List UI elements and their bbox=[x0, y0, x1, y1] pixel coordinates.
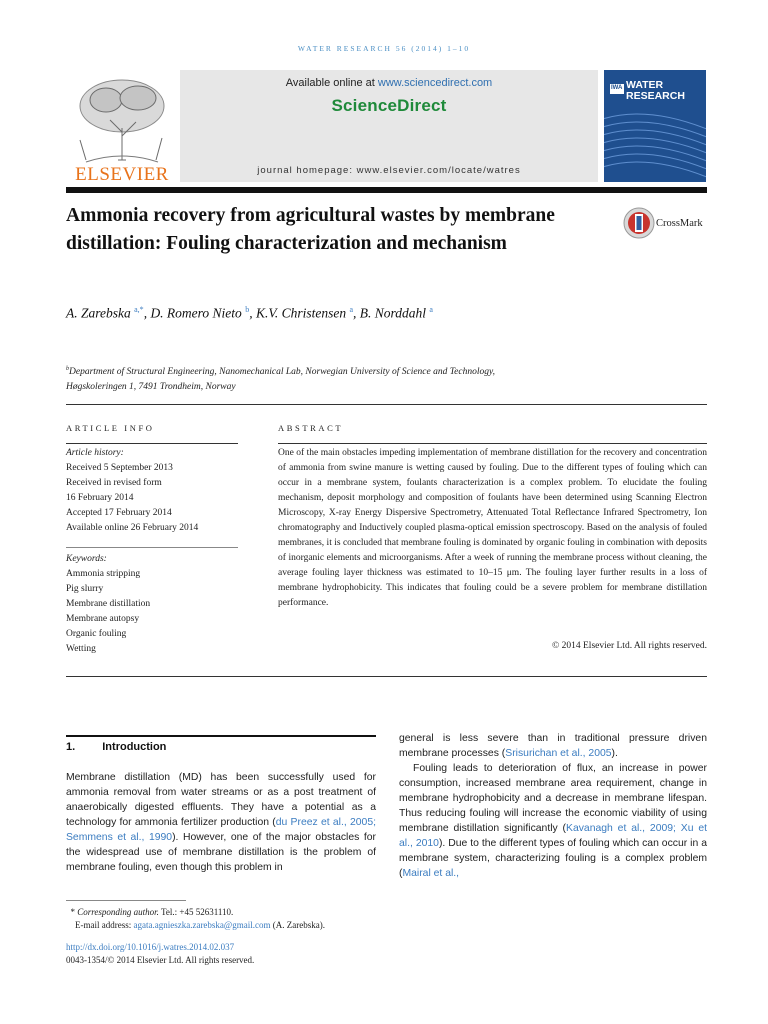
cover-title-1: WATER bbox=[626, 79, 664, 91]
author-name[interactable]: A. Zarebska bbox=[66, 305, 131, 321]
divider bbox=[278, 443, 707, 444]
author-separator: , bbox=[353, 305, 360, 321]
history-item: Available online 26 February 2014 bbox=[66, 523, 199, 533]
section-number: 1. bbox=[66, 741, 76, 753]
keywords-label: Keywords: bbox=[66, 554, 107, 564]
citation-link[interactable]: Srisurichan et al., 2005 bbox=[505, 748, 612, 759]
doi-block bbox=[66, 941, 254, 967]
author-affiliation-mark[interactable]: a bbox=[349, 305, 354, 314]
journal-homepage: journal homepage: www.elsevier.com/locate/watres bbox=[257, 165, 521, 176]
crossmark-label[interactable]: CrossMark bbox=[656, 218, 703, 229]
email-label: E-mail address: bbox=[75, 920, 134, 930]
crossmark-icon[interactable] bbox=[622, 206, 656, 240]
email-link[interactable]: agata.agnieszka.zarebska@gmail.com bbox=[133, 920, 271, 930]
publisher-logo-text: ELSEVIER bbox=[75, 164, 169, 185]
available-prefix: Available online at bbox=[285, 77, 378, 89]
keyword-item: Membrane autopsy bbox=[66, 614, 140, 624]
header-rule bbox=[66, 187, 707, 193]
issn-line: 0043-1354/© 2014 Elsevier Ltd. All rights reserved. bbox=[66, 955, 255, 965]
divider bbox=[66, 404, 707, 405]
citation-link[interactable]: Kavanagh et al., 2009; Xu et al., 2010 bbox=[399, 823, 708, 849]
intro-text: general is less severe than in traditional pressure driven membrane processes ( bbox=[399, 733, 707, 759]
available-online bbox=[180, 77, 598, 89]
affiliation-line-2: Høgskoleringen 1, 7491 Trondheim, Norway bbox=[66, 382, 236, 393]
sciencedirect-logo: ScienceDirect bbox=[331, 96, 447, 115]
author-affiliation-mark[interactable]: b bbox=[245, 305, 250, 314]
intro-left-column bbox=[66, 770, 376, 875]
abstract-copyright: © 2014 Elsevier Ltd. All rights reserved. bbox=[552, 641, 707, 651]
abstract-heading: ABSTRACT bbox=[278, 423, 344, 433]
keywords bbox=[66, 552, 238, 657]
affiliation-line-1: Department of Structural Engineering, Nanomechanical Lab, Norwegian University of Science and Technology, bbox=[69, 367, 496, 378]
divider bbox=[66, 547, 238, 548]
footnote: * Corresponding author. Tel.: +45 52631110. E-mail address: agata.agnieszka.zarebska@gmail.com (A. Zarebska). bbox=[66, 907, 325, 930]
intro-text: ). However, one of the major obstacles for the widespread use of membrane distillation is the problem of membrane fouling, even though this problem in bbox=[66, 832, 376, 873]
intro-text: Membrane distillation (MD) has been successfully used for ammonia removal from water streams or as a post treatment of anaerobically digested effluents. They have a potential as a technology for ammonia fertilizer production ( bbox=[66, 772, 376, 828]
author-name[interactable]: B. Norddahl bbox=[359, 305, 427, 321]
author-separator: , bbox=[249, 305, 256, 321]
divider bbox=[66, 443, 238, 444]
intro-text: ). bbox=[611, 748, 618, 759]
intro-text: ). Due to the different types of fouling which can occur in a membrane system, characterizing fouling is a complex problem ( bbox=[399, 838, 707, 879]
telephone: Tel.: +45 52631110. bbox=[161, 907, 234, 917]
article-title: Ammonia recovery from agricultural wastes by membrane distillation: Fouling characterization and mechanism bbox=[66, 205, 555, 254]
article-history bbox=[66, 446, 238, 536]
history-item: 16 February 2014 bbox=[66, 493, 134, 503]
cover-iwa: IWA bbox=[611, 85, 623, 91]
citation-link[interactable]: du Preez et al., 2005; Semmens et al., 1990 bbox=[66, 817, 376, 843]
intro-text: Fouling leads to deterioration of flux, an increase in power consumption, increased membrane area requirement, change in membrane hydrophobicity and a decrease in membrane lifespan. Thus reducing fouling will increase the economic viability of using membrane distillation significantly ( bbox=[399, 763, 707, 834]
sciencedirect-link[interactable]: www.sciencedirect.com bbox=[377, 77, 493, 89]
email-suffix: (A. Zarebska). bbox=[270, 920, 325, 930]
keyword-item: Membrane distillation bbox=[66, 599, 151, 609]
author-list bbox=[66, 305, 433, 322]
history-label: Article history: bbox=[66, 448, 124, 458]
keyword-item: Organic fouling bbox=[66, 629, 127, 639]
divider bbox=[66, 676, 707, 677]
intro-right-column bbox=[399, 731, 707, 881]
section-title: Introduction bbox=[102, 741, 167, 753]
keyword-item: Ammonia stripping bbox=[66, 569, 141, 579]
keyword-item: Pig slurry bbox=[66, 584, 104, 594]
doi-link[interactable]: http://dx.doi.org/10.1016/j.watres.2014.02.037 bbox=[66, 942, 235, 952]
author-separator: , bbox=[143, 305, 151, 321]
citation-link[interactable]: Mairal et al., bbox=[402, 868, 460, 879]
cover-title bbox=[626, 80, 685, 102]
affiliation bbox=[66, 362, 586, 395]
history-item: Accepted 17 February 2014 bbox=[66, 508, 172, 518]
author-affiliation-mark[interactable]: a,* bbox=[134, 305, 144, 314]
section-heading bbox=[66, 741, 166, 753]
keyword-item: Wetting bbox=[66, 644, 96, 654]
author-affiliation-mark[interactable]: a bbox=[429, 305, 433, 314]
journal-reference: WATER RESEARCH 56 (2014) 1–10 bbox=[297, 44, 471, 53]
author-name[interactable]: D. Romero Nieto bbox=[150, 305, 242, 321]
history-item: Received 5 September 2013 bbox=[66, 463, 173, 473]
abstract-text: One of the main obstacles impeding implementation of membrane distillation for the recovery and concentration of ammonia from swine manure is wetting caused by fouling. Due to the different types of fouling which can occur in a membrane system, foulants characterization is a complex problem. To elucidate the fouling mechanism, deposit morphology and composition of foulants have been determined using Scanning Electron Microscopy, X-ray Energy Dispersive Spectrometry, Attenuated Total Reflectance Infrared Spectrometry, Ion chromatography and Inductively coupled plasma-optical emission spectroscopy. Based on the analysis of fouled membranes, it is concluded that membrane fouling is dominated by organic fouling in combination with deposits of inorganic elements and microorganisms. After a week of running the membrane process without cleaning, the average fouling layer thickness was estimated to 10–15 μm. The fouling layer further results in a loss of membrane hydrophobicity. This indicates that fouling could be a severe problem for membrane distillation performance. bbox=[278, 448, 707, 608]
author-name[interactable]: K.V. Christensen bbox=[255, 305, 347, 321]
footnote-rule bbox=[66, 900, 186, 901]
history-item: Received in revised form bbox=[66, 478, 162, 488]
article-info-heading: ARTICLE INFO bbox=[66, 423, 155, 433]
affiliation-mark: b bbox=[66, 366, 69, 372]
corresponding-label: Corresponding author. bbox=[77, 907, 159, 917]
cover-title-2: RESEARCH bbox=[626, 90, 685, 102]
section-rule bbox=[66, 735, 376, 737]
